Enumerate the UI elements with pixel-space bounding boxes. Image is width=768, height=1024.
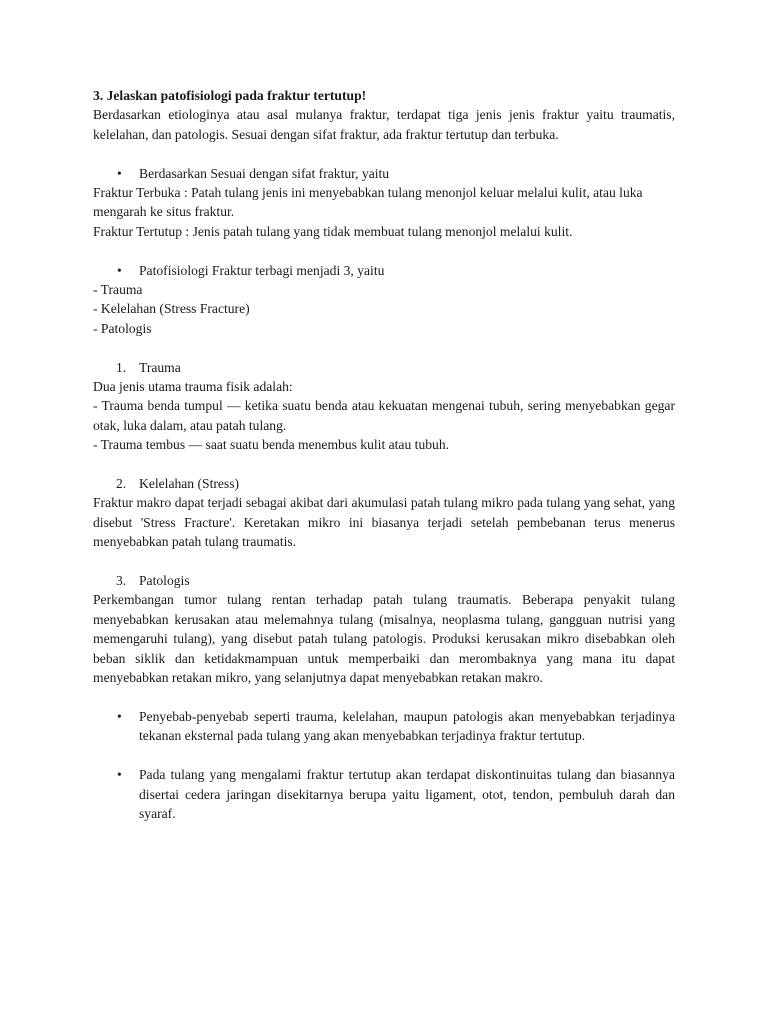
section-number: 2. [116,476,127,492]
section-number: 3. [116,573,127,589]
trauma-line: - Trauma benda tumpul — ketika suatu benda atau kekuatan mengenai tubuh, sering menyebabkan gegar otak, luka dalam, atau patah tulang. [93,398,675,433]
section-title: Kelelahan (Stress) [139,476,240,492]
section-title-kelelahan [93,474,675,493]
bullet-item-diskontinuitas [93,765,675,823]
spacer [93,746,675,765]
spacer [93,241,675,260]
bullet-icon: • [117,708,122,724]
dash-list-item: - Patologis [93,320,152,336]
section-title: Patologis [139,573,190,589]
spacer [93,552,675,571]
intro-paragraph: Berdasarkan etiologinya atau asal mulanya fraktur, terdapat tiga jenis jenis fraktur yaitu traumatis, kelelahan, dan patologis. Sesuai dengan sifat fraktur, ada fraktur tertutup dan terbuka. [93,107,675,142]
bullet-text: Penyebab-penyebab seperti trauma, kelelahan, maupun patologis akan menyebabkan terjadinya tekanan eksternal pada tulang yang akan menyebabkan terjadinya fraktur tertutup. [139,708,675,744]
trauma-line: Dua jenis utama trauma fisik adalah: [93,379,293,395]
section-title-patologis [93,571,675,590]
bullet-text: Berdasarkan Sesuai dengan sifat fraktur, yaitu [139,165,390,181]
fraktur-terbuka-text: Fraktur Terbuka : Patah tulang jenis ini menyebabkan tulang menonjol keluar melalui kulit, atau luka mengarah ke situs fraktur. [93,185,643,220]
section-number: 1. [116,359,127,375]
question-heading: 3. Jelaskan patofisiologi pada fraktur tertutup! [93,88,367,103]
spacer [93,144,675,163]
bullet-icon: • [117,767,122,783]
dash-list-item: - Trauma [93,282,143,298]
bullet-icon: • [117,262,122,278]
kelelahan-paragraph: Fraktur makro dapat terjadi sebagai akibat dari akumulasi patah tulang mikro pada tulang yang sehat, yang disebut 'Stress Fracture'. Keretakan mikro ini biasanya terjadi setelah pembebanan terus menerus menyebabkan patah tulang traumatis. [93,495,675,550]
dash-list-item: - Kelelahan (Stress Fracture) [93,301,250,317]
bullet-item-patofisiologi [93,261,675,280]
spacer [93,688,675,707]
bullet-item-penyebab [93,707,675,746]
bullet-icon: • [117,165,122,181]
bullet-text: Patofisiologi Fraktur terbagi menjadi 3, yaitu [139,262,385,278]
trauma-line: - Trauma tembus — saat suatu benda menembus kulit atau tubuh. [93,437,450,453]
spacer [93,338,675,357]
bullet-text: Pada tulang yang mengalami fraktur tertutup akan terdapat diskontinuitas tulang dan biasannya disertai cedera jaringan disekitarnya berupa yaitu ligament, otot, tendon, pembuluh darah dan syaraf. [139,767,675,821]
section-title: Trauma [139,359,181,375]
section-title-trauma [93,358,675,377]
document-page [93,86,675,823]
spacer [93,455,675,474]
patologis-paragraph: Perkembangan tumor tulang rentan terhadap patah tulang traumatis. Beberapa penyakit tulang menyebabkan kerusakan atau melemahnya tulang (misalnya, neoplasma tulang, gangguan nutrisi yang memengaruhi tulang), yang disebut patah tulang patologis. Produksi kerusakan mikro disebabkan oleh beban siklik dan ketidakmampuan untuk memperbaiki dan merombaknya yang mana itu dapat menyebabkan retakan mikro, yang selanjutnya dapat menyebabkan retakan makro. [93,592,675,686]
fraktur-tertutup-text: Fraktur Tertutup : Jenis patah tulang yang tidak membuat tulang menonjol melalui kulit. [93,223,573,239]
bullet-item-sifat-fraktur [93,164,675,183]
